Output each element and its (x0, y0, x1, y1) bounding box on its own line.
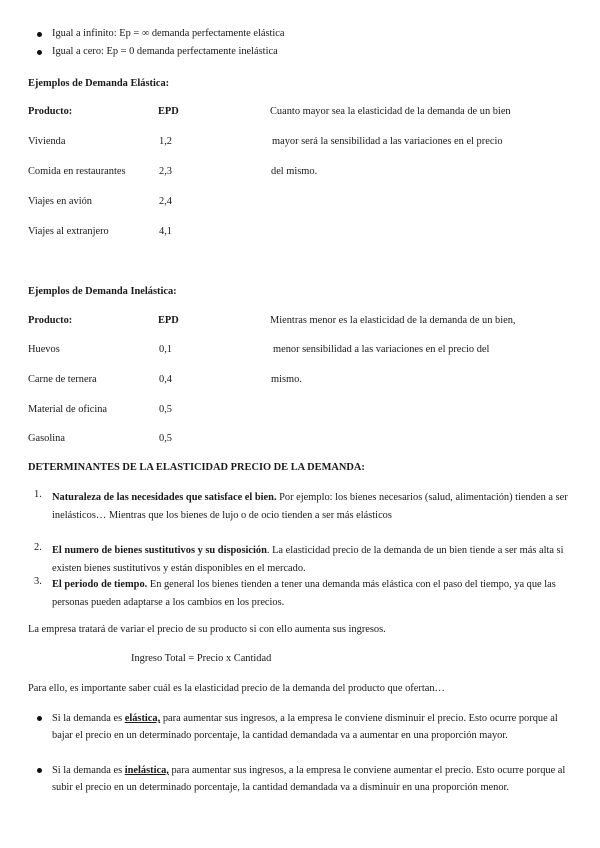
determinant-text: En general los bienes tienden a tener una demanda más elástica con el paso del tiempo, ya que las personas pueden adaptarse a los cambios en los precios. (52, 579, 556, 608)
bullet-dot (37, 768, 42, 773)
inelastic-row-product: Material de oficina (28, 404, 108, 415)
inelastic-row-epd: 0,4 (159, 374, 172, 385)
bullet-text: Si la demanda es (52, 765, 125, 776)
determinant-item (52, 542, 572, 577)
company-text: La empresa tratará de variar el precio de su producto si con ello aumenta sus ingresos. (28, 624, 386, 635)
elastic-row-epd: 1,2 (159, 136, 172, 147)
inelastic-row-product: Gasolina (28, 433, 65, 444)
inelastic-note-line: menor sensibilidad a las variaciones en el precio del (273, 344, 490, 355)
bullet-dot (37, 716, 42, 721)
bullet-zero: Igual a cero: Ep = 0 demanda perfectamente inelástica (52, 46, 278, 57)
bullet-dot (37, 32, 42, 37)
determinant-title: El numero de bienes sustitutivos y su disposición (52, 545, 267, 556)
formula: Ingreso Total = Precio x Cantidad (131, 653, 272, 664)
bullet-dot (37, 50, 42, 55)
inelastic-term: inelástica, (124, 765, 169, 776)
final-bullet-inelastic (52, 762, 574, 796)
inelastic-row-product: Huevos (28, 344, 60, 355)
inelastic-col-epd: EPD (158, 315, 179, 326)
determinant-number: 2. (34, 542, 42, 553)
bullet-infinite: Igual a infinito: Ep = ∞ demanda perfectamente elástica (52, 28, 285, 39)
elastic-row-product: Viajes al extranjero (28, 226, 109, 237)
elastic-row-epd: 2,4 (159, 196, 172, 207)
elastic-row-product: Comida en restaurantes (28, 166, 126, 177)
elastic-note-line: mayor será la sensibilidad a las variaciones en el precio (272, 136, 503, 147)
elastic-term: elástica, (124, 713, 161, 724)
elastic-col-epd: EPD (158, 106, 179, 117)
elastic-heading: Ejemplos de Demanda Elástica: (28, 78, 170, 89)
determinant-number: 3. (34, 576, 42, 587)
elastic-col-product: Producto: (28, 106, 73, 117)
inelastic-note-line: Mientras menor es la elasticidad de la demanda de un bien, (270, 315, 516, 326)
inelastic-heading: Ejemplos de Demanda Inelástica: (28, 286, 177, 297)
bullet-text: Si la demanda es (52, 713, 125, 724)
inelastic-col-product: Producto: (28, 315, 73, 326)
elastic-note-line: Cuanto mayor sea la elasticidad de la demanda de un bien (270, 106, 511, 117)
inelastic-row-epd: 0,5 (159, 433, 172, 444)
elastic-row-epd: 4,1 (159, 226, 172, 237)
elastic-row-product: Vivienda (28, 136, 66, 147)
bullet-text: para aumentar sus ingresos, a la empresa le conviene disminuir el precio. Esto ocurre porque al bajar el precio en un determinado porcentaje, la cantidad demandada va a aumentar en una proporción mayor. (52, 713, 558, 741)
determinant-number: 1. (34, 489, 42, 500)
determinant-title: Naturaleza de las necesidades que satisface el bien. (52, 492, 277, 503)
inelastic-note-line: mismo. (271, 374, 302, 385)
final-bullet-elastic (52, 710, 574, 744)
elastic-note-line: del mismo. (271, 166, 318, 177)
determinant-item (52, 489, 572, 524)
inelastic-row-epd: 0,5 (159, 404, 172, 415)
determinant-title: El periodo de tiempo. (52, 579, 148, 590)
bullet-text: para aumentar sus ingresos, a la empresa le conviene aumentar el precio. Esto ocurre porque al subir el precio en un determinado porcentaje, la cantidad demandada va a disminuir en una proporción menor. (52, 765, 566, 793)
elastic-row-product: Viajes en avión (28, 196, 93, 207)
elastic-row-epd: 2,3 (159, 166, 172, 177)
determinants-heading: DETERMINANTES DE LA ELASTICIDAD PRECIO DE LA DEMANDA: (28, 462, 365, 473)
determinant-item (52, 576, 572, 611)
inelastic-row-epd: 0,1 (159, 344, 172, 355)
determinant-text: Por ejemplo: los bienes necesarios (salud, alimentación) tienden a ser inelásticos… Mientras que los bienes de lujo o de ocio tienden a ser más elásticos (52, 492, 568, 521)
inelastic-row-product: Carne de ternera (28, 374, 97, 385)
determinant-text: . La elasticidad precio de la demanda de un bien tiende a ser más alta si existen bienes sustitutivos y están disponibles en el mercado. (52, 545, 564, 574)
intro-text: Para ello, es importante saber cuál es la elasticidad precio de la demanda del producto que ofertan… (28, 683, 445, 694)
